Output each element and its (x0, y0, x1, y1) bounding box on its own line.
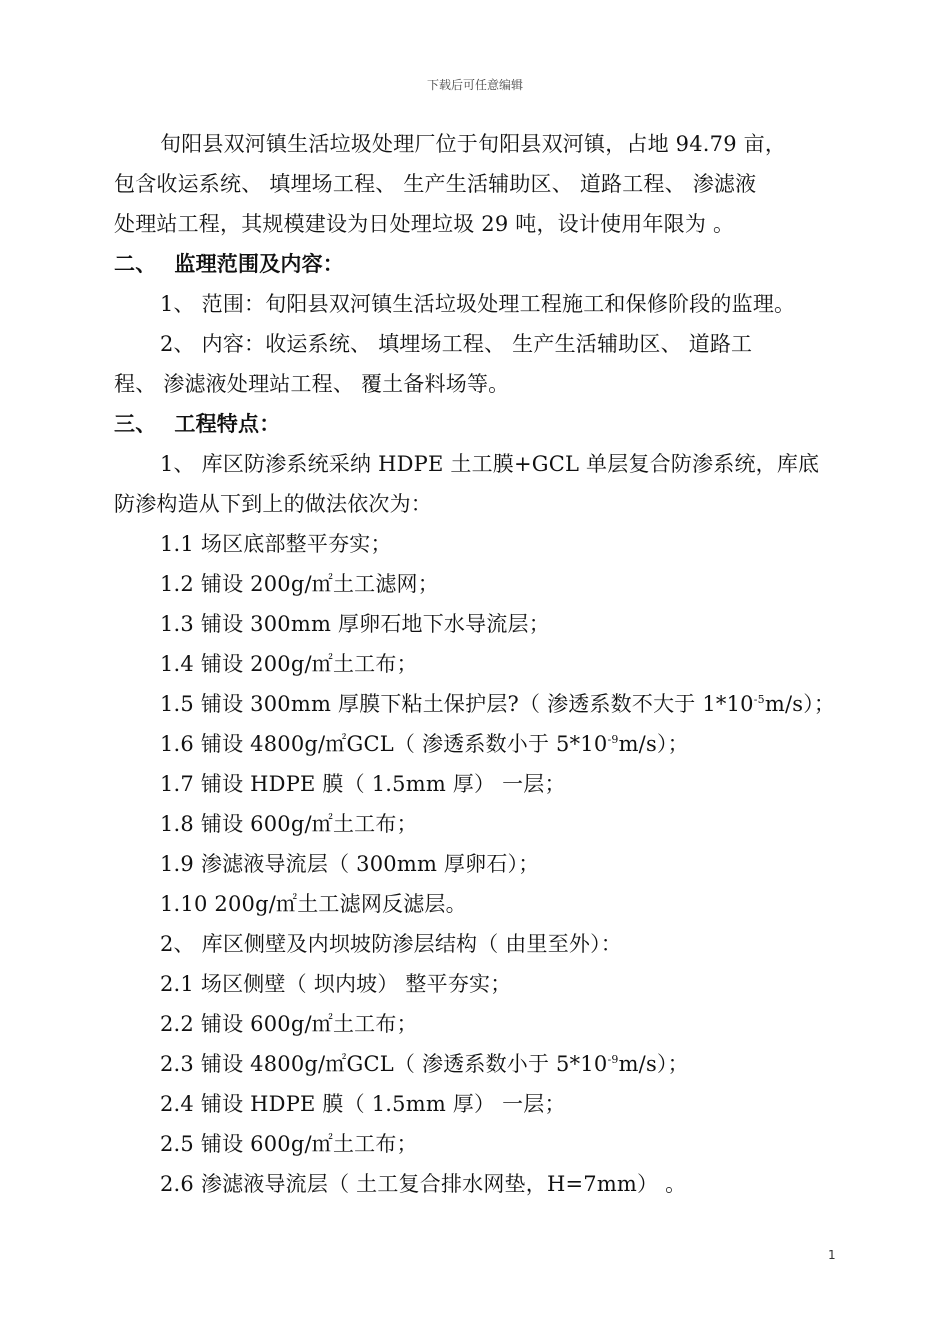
section-title: 工程特点： (174, 412, 281, 436)
list-item: 2、 内容：收运系统、 填埋场工程、 生产生活辅助区、 道路工 (160, 332, 753, 356)
sub-item-text: 1.6 铺设 4800g/㎡GCL（ 渗透系数小于 5*10 (160, 732, 608, 756)
sub-item: 2.2 铺设 600g/㎡土工布； (160, 1012, 418, 1036)
list-item: 1、 库区防渗系统采纳 HDPE 土工膜+GCL 单层复合防渗系统，库底 (160, 452, 820, 476)
sub-item: 1.3 铺设 300mm 厚卵石地下水导流层； (160, 612, 550, 636)
list-item: 1、 范围：旬阳县双河镇生活垃圾处理工程施工和保修阶段的监理。 (160, 292, 796, 316)
page-header: 下载后可任意编辑 (426, 78, 523, 92)
sub-item: 1.9 渗滤液导流层（ 300mm 厚卵石）； (160, 852, 540, 876)
list-item-continuation: 防渗构造从下到上的做法依次为： (114, 492, 432, 516)
section-heading (114, 244, 844, 284)
exponent: -9 (607, 733, 619, 746)
sub-item: 2.4 铺设 HDPE 膜（ 1.5mm 厚） 一层； (160, 1092, 566, 1116)
sub-item: 1.1 场区底部整平夯实； (160, 532, 392, 556)
sub-item-text: 2.3 铺设 4800g/㎡GCL（ 渗透系数小于 5*10 (160, 1052, 608, 1076)
sub-item (114, 724, 844, 764)
sub-item (114, 1044, 844, 1084)
sub-item-text: m/s）； (618, 1052, 689, 1076)
document-body (114, 124, 844, 1204)
page-number: 1 (828, 1248, 836, 1262)
sub-item: 2.5 铺设 600g/㎡土工布； (160, 1132, 418, 1156)
section-heading (114, 404, 844, 444)
sub-item: 2.6 渗滤液导流层（ 土工复合排水网垫，H=7mm） 。 (160, 1172, 687, 1196)
exponent: -9 (607, 1053, 619, 1066)
list-item: 2、 库区侧壁及内坝坡防渗层结构（ 由里至外）： (160, 932, 623, 956)
sub-item: 1.2 铺设 200g/㎡土工滤网； (160, 572, 439, 596)
sub-item-text: 1.5 铺设 300mm 厚膜下粘土保护层?（ 渗透系数不大于 1*10 (160, 692, 754, 716)
section-number: 三、 (114, 412, 157, 436)
section-number: 二、 (114, 252, 157, 276)
sub-item: 1.8 铺设 600g/㎡土工布； (160, 812, 418, 836)
sub-item: 1.7 铺设 HDPE 膜（ 1.5mm 厚） 一层； (160, 772, 566, 796)
paragraph-line: 包含收运系统、 填埋场工程、 生产生活辅助区、 道路工程、 渗滤液 (114, 172, 757, 196)
paragraph-line: 处理站工程，其规模建设为日处理垃圾 29 吨，设计使用年限为 。 (114, 212, 735, 236)
exponent: -5 (753, 693, 765, 706)
sub-item: 2.1 场区侧壁（ 坝内坡） 整平夯实； (160, 972, 512, 996)
sub-item-text: m/s）； (618, 732, 689, 756)
list-item-continuation: 程、 渗滤液处理站工程、 覆土备料场等。 (114, 372, 510, 396)
sub-item-text: m/s）； (764, 692, 836, 716)
paragraph-line: 旬阳县双河镇生活垃圾处理厂位于旬阳县双河镇，占地 94.79 亩， (160, 132, 787, 156)
section-title: 监理范围及内容： (174, 252, 345, 276)
sub-item: 1.10 200g/㎡土工滤网反滤层。 (160, 892, 467, 916)
sub-item (114, 684, 844, 724)
sub-item: 1.4 铺设 200g/㎡土工布； (160, 652, 418, 676)
